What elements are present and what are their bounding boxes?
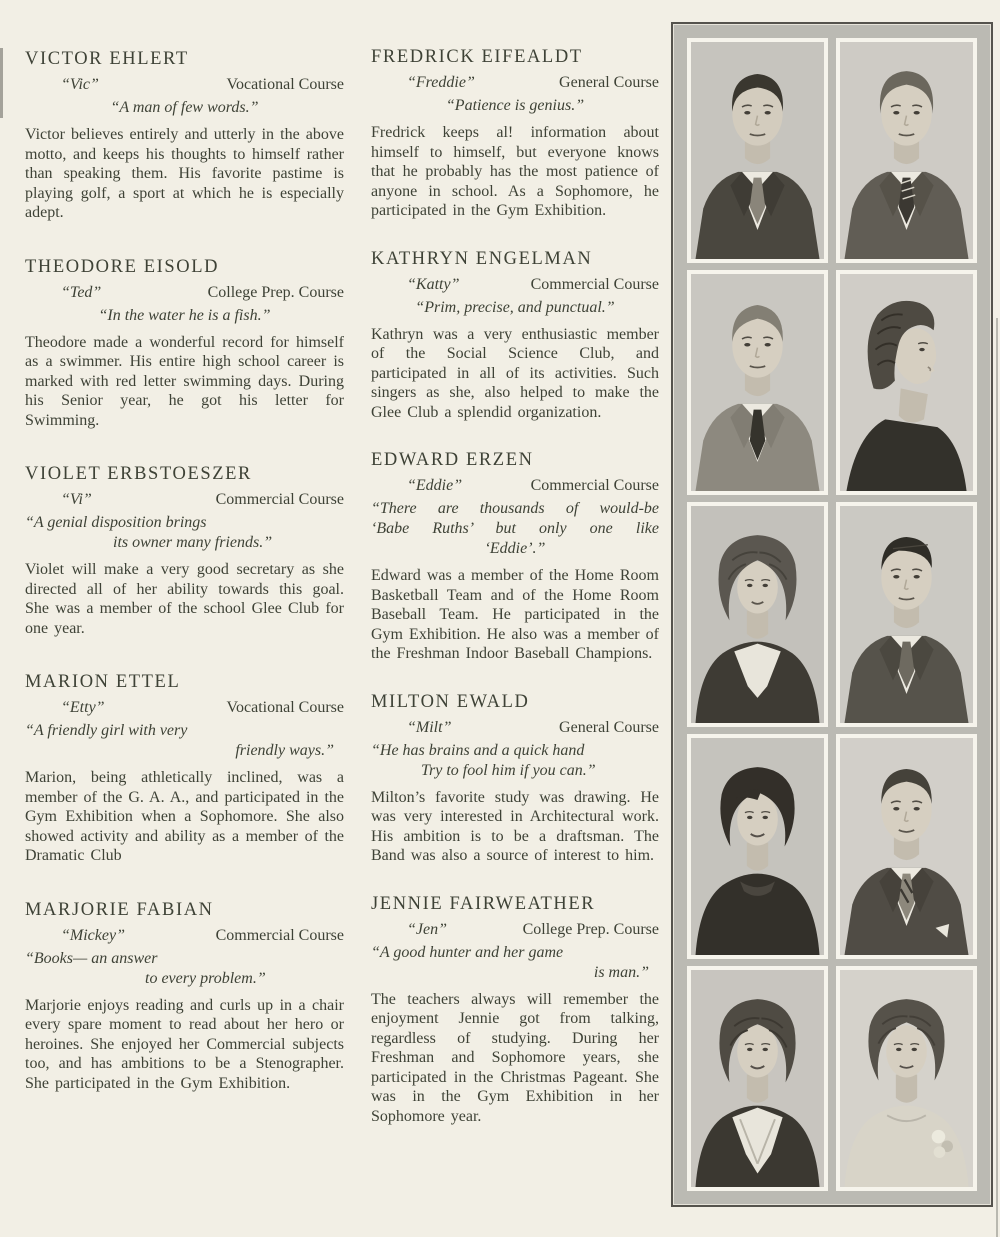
student-bio: Victor believes entirely and utterly in the above motto, and keeps his thoughts to himself rather than speaking them. His favorite pastime is playing golf, a sport at which he is especially adept.	[25, 126, 344, 221]
student-nickname: “Ted”	[61, 283, 102, 301]
nickname-course-row	[25, 698, 344, 718]
student-motto	[25, 513, 344, 553]
student-course: Commercial Course	[215, 491, 344, 508]
student-course: Commercial Course	[215, 926, 344, 944]
student-bio: Marion, being athletically inclined, was a member of the G. A. A., and participated in the Gym Exhibition when a Sophomore. She also showed activity and ability as a member of the Dramatic Club	[25, 769, 344, 864]
student-nickname: “Mickey”	[61, 926, 125, 944]
student-bio: Milton’s favorite study was drawing. He was very interested in Architectural work. His ambition is to be a draftsman. The Band was also a source of interest to him.	[371, 788, 659, 864]
motto-line: “A good hunter and her game	[371, 943, 564, 961]
motto-line: Try to fool him if you can.”	[421, 761, 596, 779]
nickname-course-row	[371, 920, 659, 940]
portrait-kathryn-engelman	[836, 270, 977, 495]
student-course: Commercial Course	[530, 275, 659, 293]
student-course: Commercial Course	[530, 477, 659, 494]
student-name: MARJORIE FABIAN	[25, 899, 214, 920]
portrait-jennie-fairweather	[836, 966, 977, 1191]
student-course: Vocational Course	[226, 699, 344, 716]
student-motto	[25, 98, 344, 118]
female-portrait-illustration	[691, 738, 824, 955]
text-column-left	[25, 22, 344, 1207]
female-portrait-illustration	[691, 506, 824, 723]
photo-panel	[671, 22, 993, 1207]
student-course: College Prep. Course	[207, 283, 344, 301]
student-bio: Edward was a member of the Home Room Basketball Team and of the Home Room Baseball Team. He participated in the Gym Exhibition. He also was a member of the Freshman Indoor Baseball Champions.	[371, 567, 659, 662]
student-entry-fredrick-eifealdt	[371, 46, 659, 221]
motto-line: “He has brains and a quick hand	[371, 741, 585, 759]
student-bio: Fredrick keeps al! information about himself to himself, but everyone knows that he probably has the most patience of anyone in school. As a Sophomore, he participated in the Gym Exhibition.	[371, 124, 659, 219]
student-bio: The teachers always will remember the enjoyment Jennie got from talking, regardless of studying. During her Freshman and Sophomore years, she participated in the Christmas Pageant. She was in the Gym Exhibition in her Sophomore year.	[371, 990, 659, 1125]
female-portrait-illustration	[691, 970, 824, 1187]
portrait-theodore-eisold	[687, 270, 828, 495]
nickname-course-row	[25, 926, 344, 946]
female-profile-portrait-illustration	[840, 274, 973, 491]
student-motto	[371, 741, 659, 781]
nickname-course-row	[371, 476, 659, 496]
student-motto	[371, 298, 659, 318]
student-motto	[371, 96, 659, 116]
portrait-milton-ewald	[836, 734, 977, 959]
nickname-course-row	[25, 75, 344, 95]
student-motto	[25, 721, 344, 761]
student-entry-theodore-eisold	[25, 256, 344, 431]
scan-edge-artifact-right	[996, 318, 998, 1237]
student-entry-edward-erzen	[371, 449, 659, 664]
nickname-course-row	[371, 718, 659, 738]
student-course: Vocational Course	[226, 76, 344, 93]
portrait-fredrick-eifealdt	[836, 38, 977, 263]
portrait-violet-erbstoeszer	[687, 502, 828, 727]
student-course: General Course	[559, 718, 659, 736]
student-nickname: “Katty”	[407, 275, 460, 293]
student-name: MARION ETTEL	[25, 672, 181, 692]
student-bio: Violet will make a very good secretary as she directed all of her ability towards this goal. She was a member of the school Glee Club for one year.	[25, 561, 344, 637]
student-name: JENNIE FAIRWEATHER	[371, 893, 596, 914]
student-nickname: “Vi”	[61, 491, 92, 508]
motto-line: “Books— an answer	[25, 949, 158, 967]
student-name: MILTON EWALD	[371, 691, 530, 712]
motto-line: ‘Eddie’.”	[484, 540, 546, 557]
portrait-marjorie-fabian	[687, 966, 828, 1191]
student-motto	[25, 949, 344, 989]
portrait-edward-erzen	[836, 502, 977, 727]
student-bio: Kathryn was a very enthusiastic member of the Social Science Club, and participated in all of its activities. Such singers as she, also helped to make the Glee Club a splendid organization.	[371, 325, 659, 421]
student-name: THEODORE EISOLD	[25, 256, 220, 277]
motto-line: “Patience is genius.”	[445, 97, 585, 114]
nickname-course-row	[25, 283, 344, 303]
male-portrait-illustration	[840, 738, 973, 955]
student-name: VICTOR EHLERT	[25, 49, 189, 69]
student-nickname: “Milt”	[407, 718, 452, 736]
motto-line: to every problem.”	[145, 969, 266, 987]
student-nickname: “Etty”	[61, 699, 105, 716]
nickname-course-row	[371, 275, 659, 295]
motto-line: “There are thousands of would-be	[371, 500, 659, 517]
female-portrait-illustration	[840, 970, 973, 1187]
student-course: College Prep. Course	[522, 920, 659, 938]
student-name: VIOLET ERBSTOESZER	[25, 464, 252, 484]
student-entry-milton-ewald	[371, 691, 659, 866]
text-column-middle	[371, 22, 659, 1207]
student-entry-marjorie-fabian	[25, 899, 344, 1094]
nickname-course-row	[371, 73, 659, 93]
student-course: General Course	[559, 74, 659, 91]
motto-line: “A man of few words.”	[110, 99, 259, 116]
student-nickname: “Eddie”	[407, 477, 463, 494]
student-entry-marion-ettel	[25, 671, 344, 866]
student-nickname: “Vic”	[61, 76, 99, 93]
nickname-course-row	[25, 490, 344, 510]
student-entry-victor-ehlert	[25, 48, 344, 223]
student-name: KATHRYN ENGELMAN	[371, 248, 593, 269]
student-name: EDWARD ERZEN	[371, 450, 534, 470]
student-nickname: “Freddie”	[407, 74, 475, 91]
student-entry-jennie-fairweather	[371, 893, 659, 1127]
motto-line: “Prim, precise, and punctual.”	[415, 298, 615, 316]
portrait-victor-ehlert	[687, 38, 828, 263]
portrait-marion-ettel	[687, 734, 828, 959]
student-entry-kathryn-engelman	[371, 248, 659, 423]
student-bio: Theodore made a wonderful record for himself as a swimmer. His entire high school career is marked with red letter swimming days. During his Senior year, he got his letter for Swimming.	[25, 333, 344, 429]
motto-line: “A friendly girl with very	[25, 722, 188, 739]
motto-line: “A genial disposition brings	[25, 514, 207, 531]
student-nickname: “Jen”	[407, 920, 447, 938]
student-motto	[371, 499, 659, 559]
motto-line: friendly ways.”	[235, 742, 334, 759]
motto-line: its owner many friends.”	[113, 534, 273, 551]
scan-edge-artifact-left	[0, 48, 3, 118]
student-entry-violet-erbstoeszer	[25, 463, 344, 638]
portrait-grid	[687, 38, 977, 1191]
motto-line: “In the water he is a fish.”	[98, 306, 271, 324]
student-motto	[371, 943, 659, 983]
student-motto	[25, 306, 344, 326]
motto-line: is man.”	[593, 963, 649, 981]
male-portrait-illustration	[691, 42, 824, 259]
motto-line: ‘Babe Ruths’ but only one like	[371, 520, 659, 537]
male-portrait-illustration	[840, 506, 973, 723]
student-bio: Marjorie enjoys reading and curls up in a chair every spare moment to read about her hero or heroines. She enjoyed her Commercial subjects too, and has ambitions to be a Stenographer. She participated in the Gym Exhibition.	[25, 996, 344, 1092]
male-portrait-illustration	[840, 42, 973, 259]
male-portrait-illustration	[691, 274, 824, 491]
student-name: FREDRICK EIFEALDT	[371, 47, 583, 67]
